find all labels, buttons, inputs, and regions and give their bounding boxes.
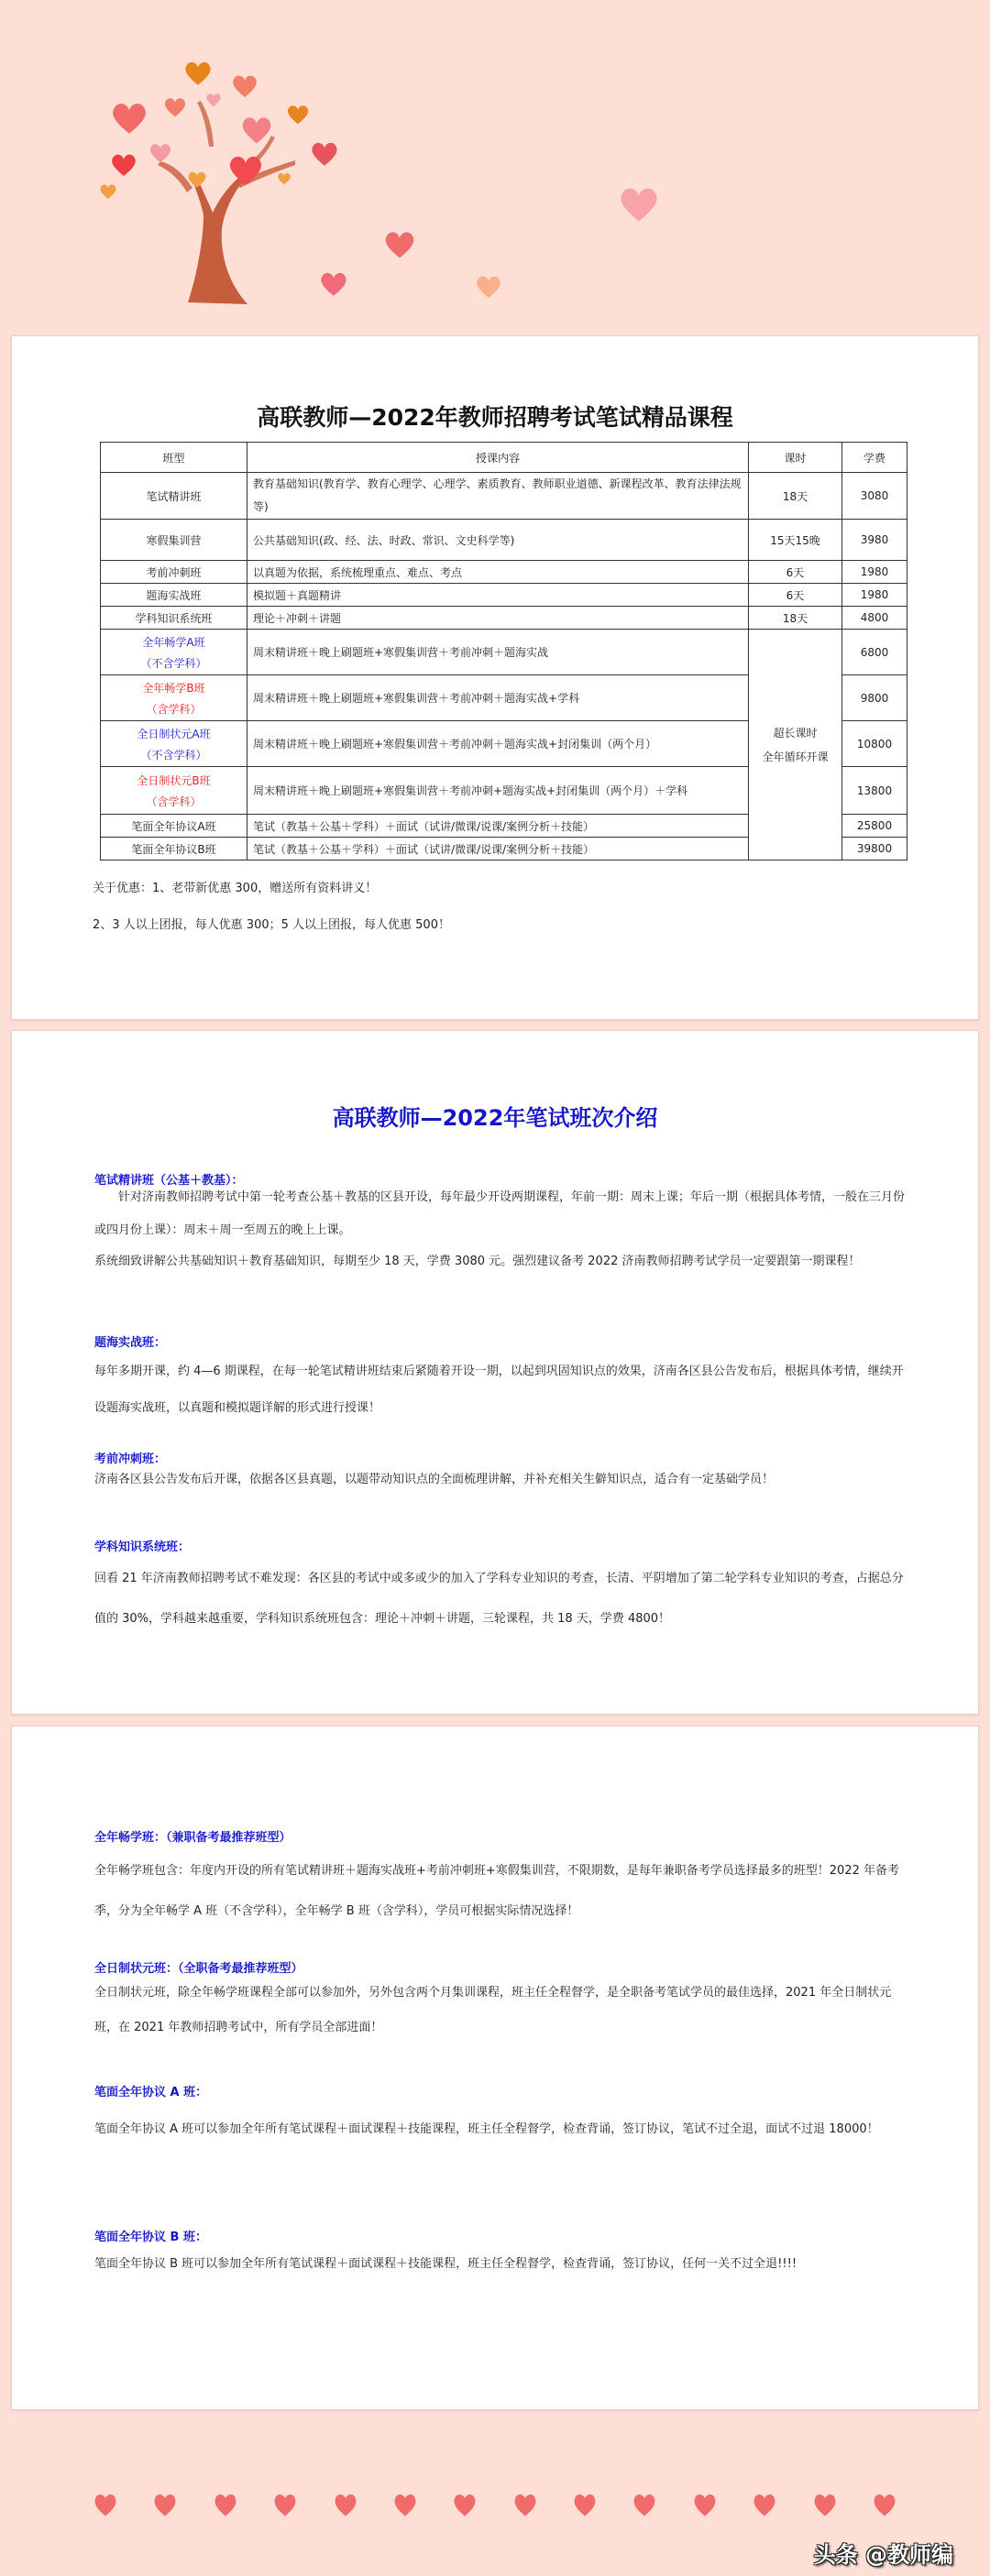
class-content: 笔试（教基＋公基＋学科）＋面试（试讲/微课/说课/案例分析＋技能） [248, 815, 749, 838]
heart-icon [271, 2492, 299, 2517]
class-fee: 9800 [842, 675, 908, 721]
section-para-sprint: 济南各区县公告发布后开课，依据各区县真题，以题带动知识点的全面梳理讲解，并补充相关生僻知识点，适合有一定基础学员！ [94, 1473, 775, 1486]
class-content: 模拟题＋真题精讲 [248, 584, 749, 607]
class-name: 寒假集训营 [101, 520, 248, 561]
section-para-full-time: 全日制状元班，除全年畅学班课程全部可以参加外，另外包含两个月集训课程，班主任全程督学，是全职备考笔试学员的最佳选择，2021 年全日制状元班，在 2021 年教师招聘考试中，所有学员全部进面！ [94, 1986, 892, 2034]
table-row [101, 473, 908, 520]
class-name-sub: （含学科） [146, 702, 202, 716]
class-content: 教育基础知识(教育学、教育心理学、心理学、素质教育、教师职业道德、新课程改革、教育法律法规等) [248, 473, 749, 520]
class-content: 周末精讲班＋晚上刷题班+寒假集训营＋考前冲刺＋题海实战+封闭集训（两个月） [248, 721, 749, 767]
table-row [101, 520, 908, 561]
class-name [101, 630, 248, 675]
heart-icon [212, 2492, 239, 2517]
table-row [101, 630, 908, 675]
class-fee: 39800 [842, 838, 908, 860]
heart-icon [811, 2492, 839, 2517]
section-para-full-year: 全年畅学班包含：年度内开设的所有笔试精讲班＋题海实战班+考前冲刺班+寒假集训营，不限期数，是每年兼职备考学员选择最多的班型！2022 年备考季，分为全年畅学 A 班（不含学科），全年畅学 B 班（含学科），学员可根据实际情况选择！ [94, 1864, 900, 1918]
class-name-main: 全日制状元A班 [137, 727, 211, 740]
class-name-main: 全年畅学B班 [142, 681, 205, 695]
header-hours: 课时 [749, 443, 842, 473]
merged-hours-line1: 超长课时 [773, 726, 818, 740]
course-table-title: 高联教师—2022年教师招聘考试笔试精品课程 [257, 404, 733, 431]
class-name-main: 全日制状元B班 [137, 773, 211, 787]
heart-icon [512, 2492, 539, 2517]
section-heading-written-lecture: 笔试精讲班（公基＋教基）： [94, 1174, 244, 1188]
class-intro-title: 高联教师—2022年笔试班次介绍 [332, 1105, 658, 1131]
class-content: 周末精讲班＋晚上刷题班+寒假集训营＋考前冲刺＋题海实战 [248, 630, 749, 675]
class-fee: 25800 [842, 815, 908, 838]
section-para-written-lecture-1: 针对济南教师招聘考试中第一轮考查公基＋教基的区县开设，每年最少开设两期课程，年前一期：周末上课；年后一期（根据具体考情，一般在三月份或四月份上课）：周末＋周一至周五的晚上上课。 [94, 1190, 906, 1237]
class-content: 笔试（教基＋公基＋学科）＋面试（试讲/微课/说课/案例分析＋技能） [248, 838, 749, 860]
heart-icon [571, 2492, 599, 2517]
header-class-type: 班型 [101, 443, 248, 473]
class-content: 周末精讲班＋晚上刷题班+寒假集训营＋考前冲刺＋题海实战+学科 [248, 675, 749, 721]
table-row [101, 561, 908, 584]
class-name: 笔面全年协议A班 [101, 815, 248, 838]
section-heading-sprint: 考前冲刺班： [94, 1452, 167, 1466]
class-name [101, 675, 248, 721]
heart-icon [332, 2492, 359, 2517]
header-content: 授课内容 [248, 443, 749, 473]
class-fee: 13800 [842, 767, 908, 815]
heart-icon [871, 2492, 898, 2517]
premium-class-card [11, 1726, 979, 2410]
heart-icon [631, 2492, 658, 2517]
section-para-agreement-b: 笔面全年协议 B 班可以参加全年所有笔试课程＋面试课程＋技能课程，班主任全程督学，检查背诵，签订协议，任何一关不过全退!!!! [94, 2257, 798, 2271]
table-header-row [101, 443, 908, 473]
section-heading-agreement-b: 笔面全年协议 B 班： [94, 2231, 207, 2244]
course-table [100, 442, 908, 860]
heart-icon [751, 2492, 778, 2517]
heart-icon [151, 2492, 179, 2517]
class-content: 周末精讲班＋晚上刷题班+寒假集训营＋考前冲刺+题海实战+封闭集训（两个月）＋学科 [248, 767, 749, 815]
class-intro-card [11, 1030, 979, 1715]
class-name-sub: （不含学科） [140, 656, 207, 670]
class-name [101, 721, 248, 767]
section-para-written-lecture-2: 系统细致讲解公共基础知识＋教育基础知识，每期至少 18 天，学费 3080 元。强烈建议备考 2022 济南教师招聘考试学员一定要跟第一期课程！ [94, 1255, 861, 1268]
class-fee: 6800 [842, 630, 908, 675]
class-name: 笔试精讲班 [101, 473, 248, 520]
heart-tree-illustration [0, 0, 990, 335]
heart-icon [691, 2492, 719, 2517]
class-fee: 1980 [842, 561, 908, 584]
header-fee: 学费 [842, 443, 908, 473]
class-content: 理论＋冲刺＋讲题 [248, 607, 749, 630]
class-name: 学科知识系统班 [101, 607, 248, 630]
section-heading-full-time: 全日制状元班：（全职备考最推荐班型） [94, 1962, 303, 1976]
section-para-agreement-a: 笔面全年协议 A 班可以参加全年所有笔试课程＋面试课程＋技能课程，班主任全程督学，检查背诵，签订协议，笔试不过全退，面试不过退 18000！ [94, 2122, 879, 2136]
class-name [101, 767, 248, 815]
footer-hearts-row [92, 2492, 898, 2517]
section-para-question-sea: 每年多期开课，约 4—6 期课程，在每一轮笔试精讲班结束后紧随着开设一期，以起到巩固知识点的效果，济南各区县公告发布后，根据具体考情，继续开设题海实战班，以真题和模拟题详解的形式进行授课！ [94, 1365, 904, 1415]
promo-line-1: 关于优惠：1、老带新优惠 300，赠送所有资料讲义！ [93, 882, 378, 895]
merged-hours-line2: 全年循环开课 [762, 750, 829, 763]
class-hours: 18天 [749, 607, 842, 630]
table-row [101, 584, 908, 607]
heart-icon [92, 2492, 119, 2517]
class-fee: 1980 [842, 584, 908, 607]
source-watermark: 头条 @教师编 [813, 2542, 953, 2568]
class-name: 笔面全年协议B班 [101, 838, 248, 860]
heart-icon [391, 2492, 419, 2517]
class-fee: 10800 [842, 721, 908, 767]
section-heading-question-sea: 题海实战班： [94, 1336, 167, 1350]
class-name: 题海实战班 [101, 584, 248, 607]
class-fee: 3080 [842, 473, 908, 520]
heart-icon [451, 2492, 478, 2517]
class-fee: 3980 [842, 520, 908, 561]
promo-line-2: 2、3 人以上团报，每人优惠 300；5 人以上团报，每人优惠 500！ [93, 918, 450, 932]
class-name-sub: （含学科） [146, 795, 202, 808]
table-row [101, 607, 908, 630]
course-table-card [11, 335, 979, 1020]
class-hours: 18天 [749, 473, 842, 520]
class-name-sub: （不含学科） [140, 748, 207, 762]
section-para-subject-system: 回看 21 年济南教师招聘考试不难发现：各区县的考试中或多或少的加入了学科专业知识的考查，长清、平阴增加了第二轮学科专业知识的考查，占据总分值的 30%，学科越来越重要，学科知识系统班包含：理论＋冲刺＋讲题，三轮课程，共 18 天，学费 4800！ [94, 1572, 904, 1626]
class-name: 考前冲刺班 [101, 561, 248, 584]
merged-hours-cell [749, 630, 842, 860]
class-hours: 15天15晚 [749, 520, 842, 561]
class-content: 以真题为依据，系统梳理重点、难点、考点 [248, 561, 749, 584]
class-hours: 6天 [749, 561, 842, 584]
class-name-main: 全年畅学A班 [142, 635, 205, 649]
section-heading-agreement-a: 笔面全年协议 A 班： [94, 2086, 208, 2099]
class-hours: 6天 [749, 584, 842, 607]
class-content: 公共基础知识(政、经、法、时政、常识、文史科学等) [248, 520, 749, 561]
section-heading-subject-system: 学科知识系统班： [94, 1540, 191, 1554]
section-heading-full-year: 全年畅学班：（兼职备考最推荐班型） [94, 1831, 292, 1845]
class-fee: 4800 [842, 607, 908, 630]
